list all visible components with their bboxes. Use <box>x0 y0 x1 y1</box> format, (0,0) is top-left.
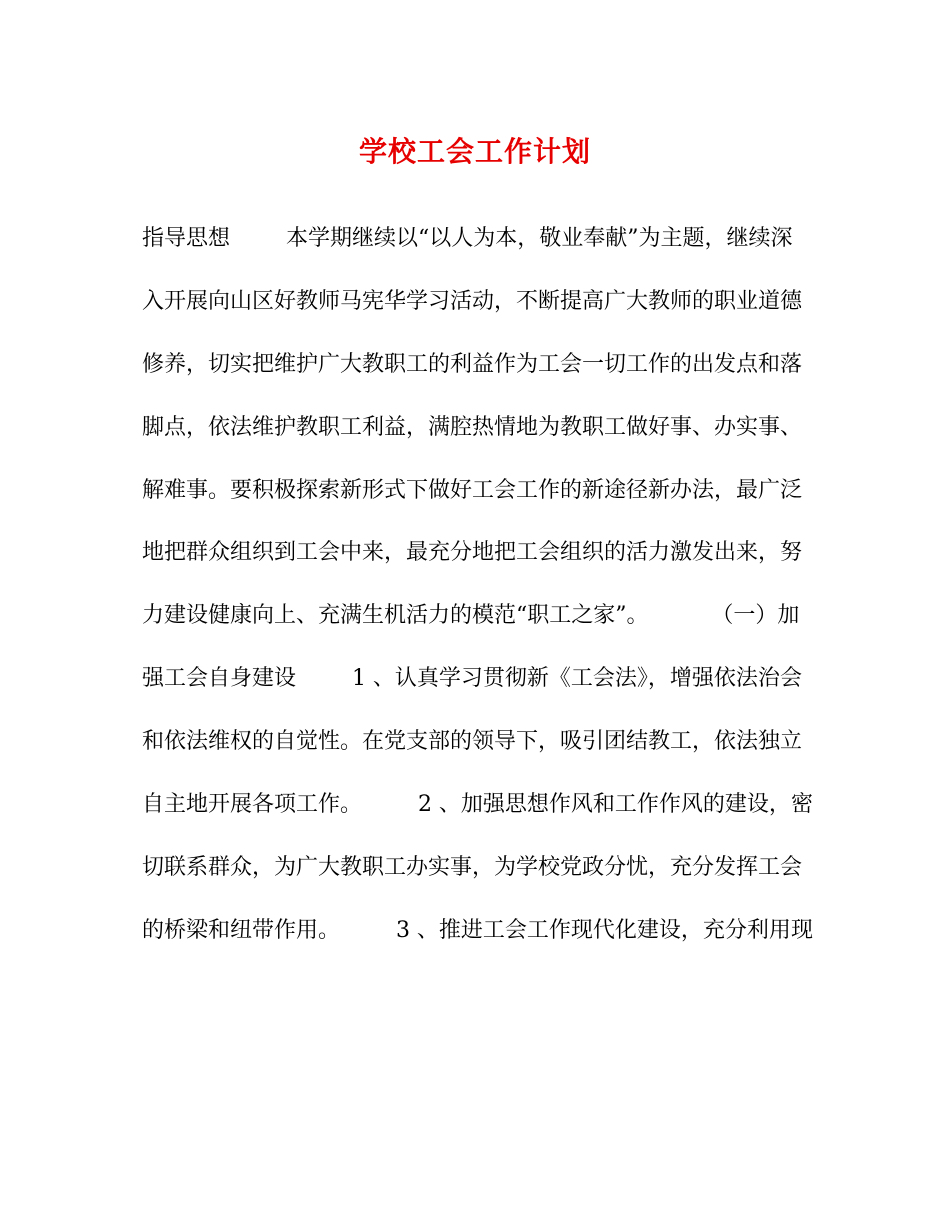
body-line-3: 修养，切实把维护广大教职工的利益作为工会一切工作的出发点和落 <box>142 351 803 377</box>
body-line-1: 指导思想 本学期继续以“以人为本，敬业奉献”为主题，继续深 <box>142 226 793 251</box>
body-line-12: 的桥梁和纽带作用。 3 、推进工会工作现代化建设，充分利用现 <box>142 917 813 943</box>
body-line-11: 切联系群众，为广大教职工办实事，为学校党政分忧，充分发挥工会 <box>142 854 803 880</box>
document-body <box>142 208 822 963</box>
document-title: 学校工会工作计划 <box>358 135 591 168</box>
body-line-6: 地把群众组织到工会中来，最充分地把工会组织的活力激发出来，努 <box>142 540 803 566</box>
body-line-7: 力建设健康向上、充满生机活力的模范“职工之家”。 （一）加 <box>142 603 800 629</box>
body-line-2: 入开展向山区好教师马宪华学习活动，不断提高广大教师的职业道德 <box>142 288 803 314</box>
body-line-4: 脚点，依法维护教职工利益，满腔热情地为教职工做好事、办实事、 <box>142 414 803 440</box>
body-line-8: 强工会自身建设 1 、认真学习贯彻新《工会法》，增强依法治会 <box>142 666 802 692</box>
body-line-5: 解难事。要积极探索新形式下做好工会工作的新途径新办法，最广泛 <box>142 477 803 503</box>
body-line-10: 自主地开展各项工作。 2 、加强思想作风和工作作风的建设，密 <box>142 792 813 818</box>
body-line-9: 和依法维权的自觉性。在党支部的领导下，吸引团结教工，依法独立 <box>142 729 803 755</box>
